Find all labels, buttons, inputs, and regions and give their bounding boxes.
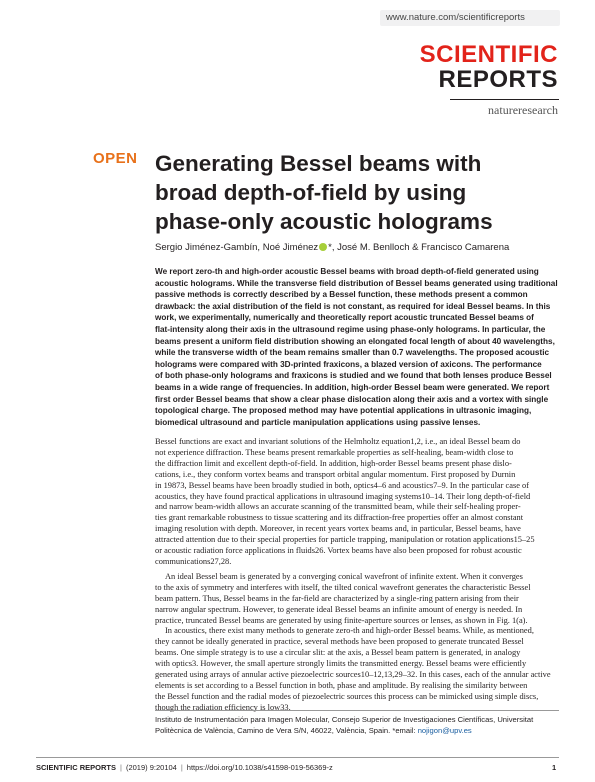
abstract-line: We report zero-th and high-order acoustic Bessel beams with broad depth-of-field generated using (155, 267, 539, 276)
body-line: to the axis of symmetry and interferes with itself, the tilted conical wavefront generates the characteristic Bessel (155, 582, 531, 592)
journal-url[interactable]: www.nature.com/scientificreports (386, 12, 525, 23)
body-line: cations, i.e., they conform vortex beams and transport orbital angular momentum. First proposed by Durnin (155, 469, 516, 479)
abstract-line: biomedical ultrasound and particle manipulation applications using passive lenses. (155, 417, 481, 427)
body-line: narrow angular spectrum. However, to generate ideal Bessel beams an infinite amount of energy is needed. In (155, 604, 523, 614)
title-line: broad depth-of-field by using (155, 180, 467, 205)
abstract-line: while the transverse width of the beam remains smaller than 0.7 wavelengths. The proposed acoustic (155, 348, 550, 358)
journal-logo-scientific: SCIENTIFIC (419, 41, 558, 68)
footer-journal: SCIENTIFIC REPORTS (36, 763, 117, 772)
abstract-line: work, we experimentally, numerically and theoretically report acoustic truncated Bessel beams of (155, 313, 534, 323)
body-line: with optics3. However, the small aperture strongly limits the transmitted energy. Bessel beams were efficiently (155, 659, 527, 669)
footer-divider (36, 757, 559, 758)
abstract-line: beams in a wide range of frequencies. In addition, high-order Bessel beam were generated. We report (155, 382, 550, 392)
body-text (155, 437, 559, 714)
body-line: imaging resolution with depth. Moreover, in recent years vortex beams and, in particular, Bessel beams, have (155, 524, 521, 534)
article-title (155, 149, 575, 236)
affiliation-divider (155, 710, 559, 711)
affiliation (155, 715, 559, 736)
footer (36, 763, 333, 772)
affiliation-line: Instituto de Instrumentación para Imagen Molecular, Consejo Superior de Investigaciones Científicas, Universitat (155, 715, 534, 724)
publisher-logo: natureresearch (488, 103, 558, 117)
body-line: the diffraction limit and excellent depth-of-field. In addition, high-order Bessel beams present phase dislo- (155, 458, 512, 468)
title-line: phase-only acoustic holograms (155, 209, 493, 234)
body-paragraph-2 (155, 572, 559, 627)
abstract-line: drawback: the axial distribution of the field is not constant, as required for ideal Bessel beams. In this (155, 301, 551, 311)
page-number: 1 (552, 763, 557, 772)
body-line: beams. One simple strategy is to use a circular slit: at the axis, a Bessel beam pattern is generated, in analogy (155, 648, 521, 658)
orcid-icon[interactable] (319, 243, 327, 251)
body-line: acoustics, they have found practical applications in ultrasound imaging systems10–14. Their long depth-of-field (155, 491, 531, 501)
body-line: beam pattern. Thus, Bessel beams in the far-field are characterized by a single-ring pattern arising from their (155, 593, 519, 603)
abstract-line: acoustic holograms. While the transverse field distribution of Bessel beams generated using traditional (155, 278, 558, 288)
body-line: attracted attention due to their special properties for particle trapping, manipulation or rotation applications15–25 (155, 535, 535, 545)
abstract-line: topological charge. The proposed method may have potential applications in ultrasonic imaging, (155, 406, 532, 416)
affiliation-line (155, 726, 559, 737)
abstract-line: of both phase-only holograms and fraxicons is studied and we found that both lenses produce Bessel (155, 371, 552, 381)
body-line: practice, truncated Bessel beams are generated by using finite-aperture sources or lenses, as shown in Fig. 1(a). (155, 615, 528, 625)
footer-separator: | (180, 763, 183, 772)
footer-citation: (2019) 9:20104 (125, 763, 177, 772)
body-line: ties grant remarkable robustness to tissue scattering and its diffraction-free properties offer an almost constant (155, 513, 524, 523)
body-line: communications27,28. (155, 556, 232, 566)
body-line: not experience diffraction. These beams present remarkable properties as self-healing, beam-width close to (155, 447, 514, 457)
body-line: In acoustics, there exist many methods to generate zero-th and high-order Bessel beams. While, as mentioned, (165, 626, 534, 636)
abstract-line: flat-intensity along their axis in the ultrasound regime using phase-only holograms. In particular, the (155, 324, 546, 334)
logo-divider (450, 99, 559, 100)
body-line: or acoustic radiation force applications in fluids26. Vortex beams have also been proposed for robust acoustic (155, 546, 522, 556)
abstract (155, 266, 559, 428)
affiliation-address: Politècnica de València, Camino de Vera S/N, 46022, València, Spain. *email: (155, 725, 418, 735)
footer-separator: | (120, 763, 122, 772)
abstract-line: passive methods is correctly described by a Bessel function, these methods present a common (155, 290, 528, 300)
open-access-label: OPEN (93, 150, 138, 167)
abstract-line: beams present a uniform field distribution showing an elongated focal length of about 40 wavelengths, (155, 336, 555, 346)
body-line: Bessel functions are exact and invariant solutions of the Helmholtz equation1,2, i.e., an ideal Bessel beam do (155, 437, 521, 446)
email-link[interactable]: nojigon@upv.es (417, 725, 472, 735)
body-line: generated using arrays of annular active piezoelectric sources10–12,13,29–32. In this cases, each of the annular active (155, 670, 551, 680)
body-line: though the radiation efficiency is low33. (155, 702, 291, 712)
body-line: the Bessel function and the radial modes of piezoelectric sources this process can be mimicked using simple discs, (155, 691, 539, 701)
authors-rest: *, José M. Benlloch & Francisco Camarena (328, 242, 510, 253)
footer-doi[interactable]: https://doi.org/10.1038/s41598-019-56369-z (186, 763, 333, 772)
body-line: in 19873, Bessel beams have been broadly studied in both, optics4–6 and acoustics7–9. In the particular case of (155, 480, 529, 490)
authors-first: Sergio Jiménez-Gambín, Noé Jiménez (155, 242, 319, 253)
body-paragraph-1 (155, 437, 559, 568)
body-line: they cannot be ideally generated in practice, several methods have been proposed to generate truncated Bessel (155, 637, 524, 647)
abstract-line: first order Bessel beams that show a clear phase dislocation along their axis and a vortex with single (155, 394, 549, 404)
journal-logo-reports: REPORTS (438, 66, 558, 93)
body-line: and narrow beam-width allows an accurate scanning of the transmitted beam, while their self-healing proper- (155, 502, 521, 512)
body-line: An ideal Bessel beam is generated by a converging conical wavefront of infinite extent. When it converges (165, 571, 523, 581)
abstract-line: holograms were compared with 3D-printed fraxicons, a blazed version of axicons. The performance (155, 359, 542, 369)
title-line: Generating Bessel beams with (155, 151, 482, 176)
body-paragraph-3 (155, 626, 559, 713)
author-list (155, 242, 509, 253)
body-line: elements is set according to a Bessel function in both, phase and amplitude. By realising the similarity between (155, 680, 528, 690)
